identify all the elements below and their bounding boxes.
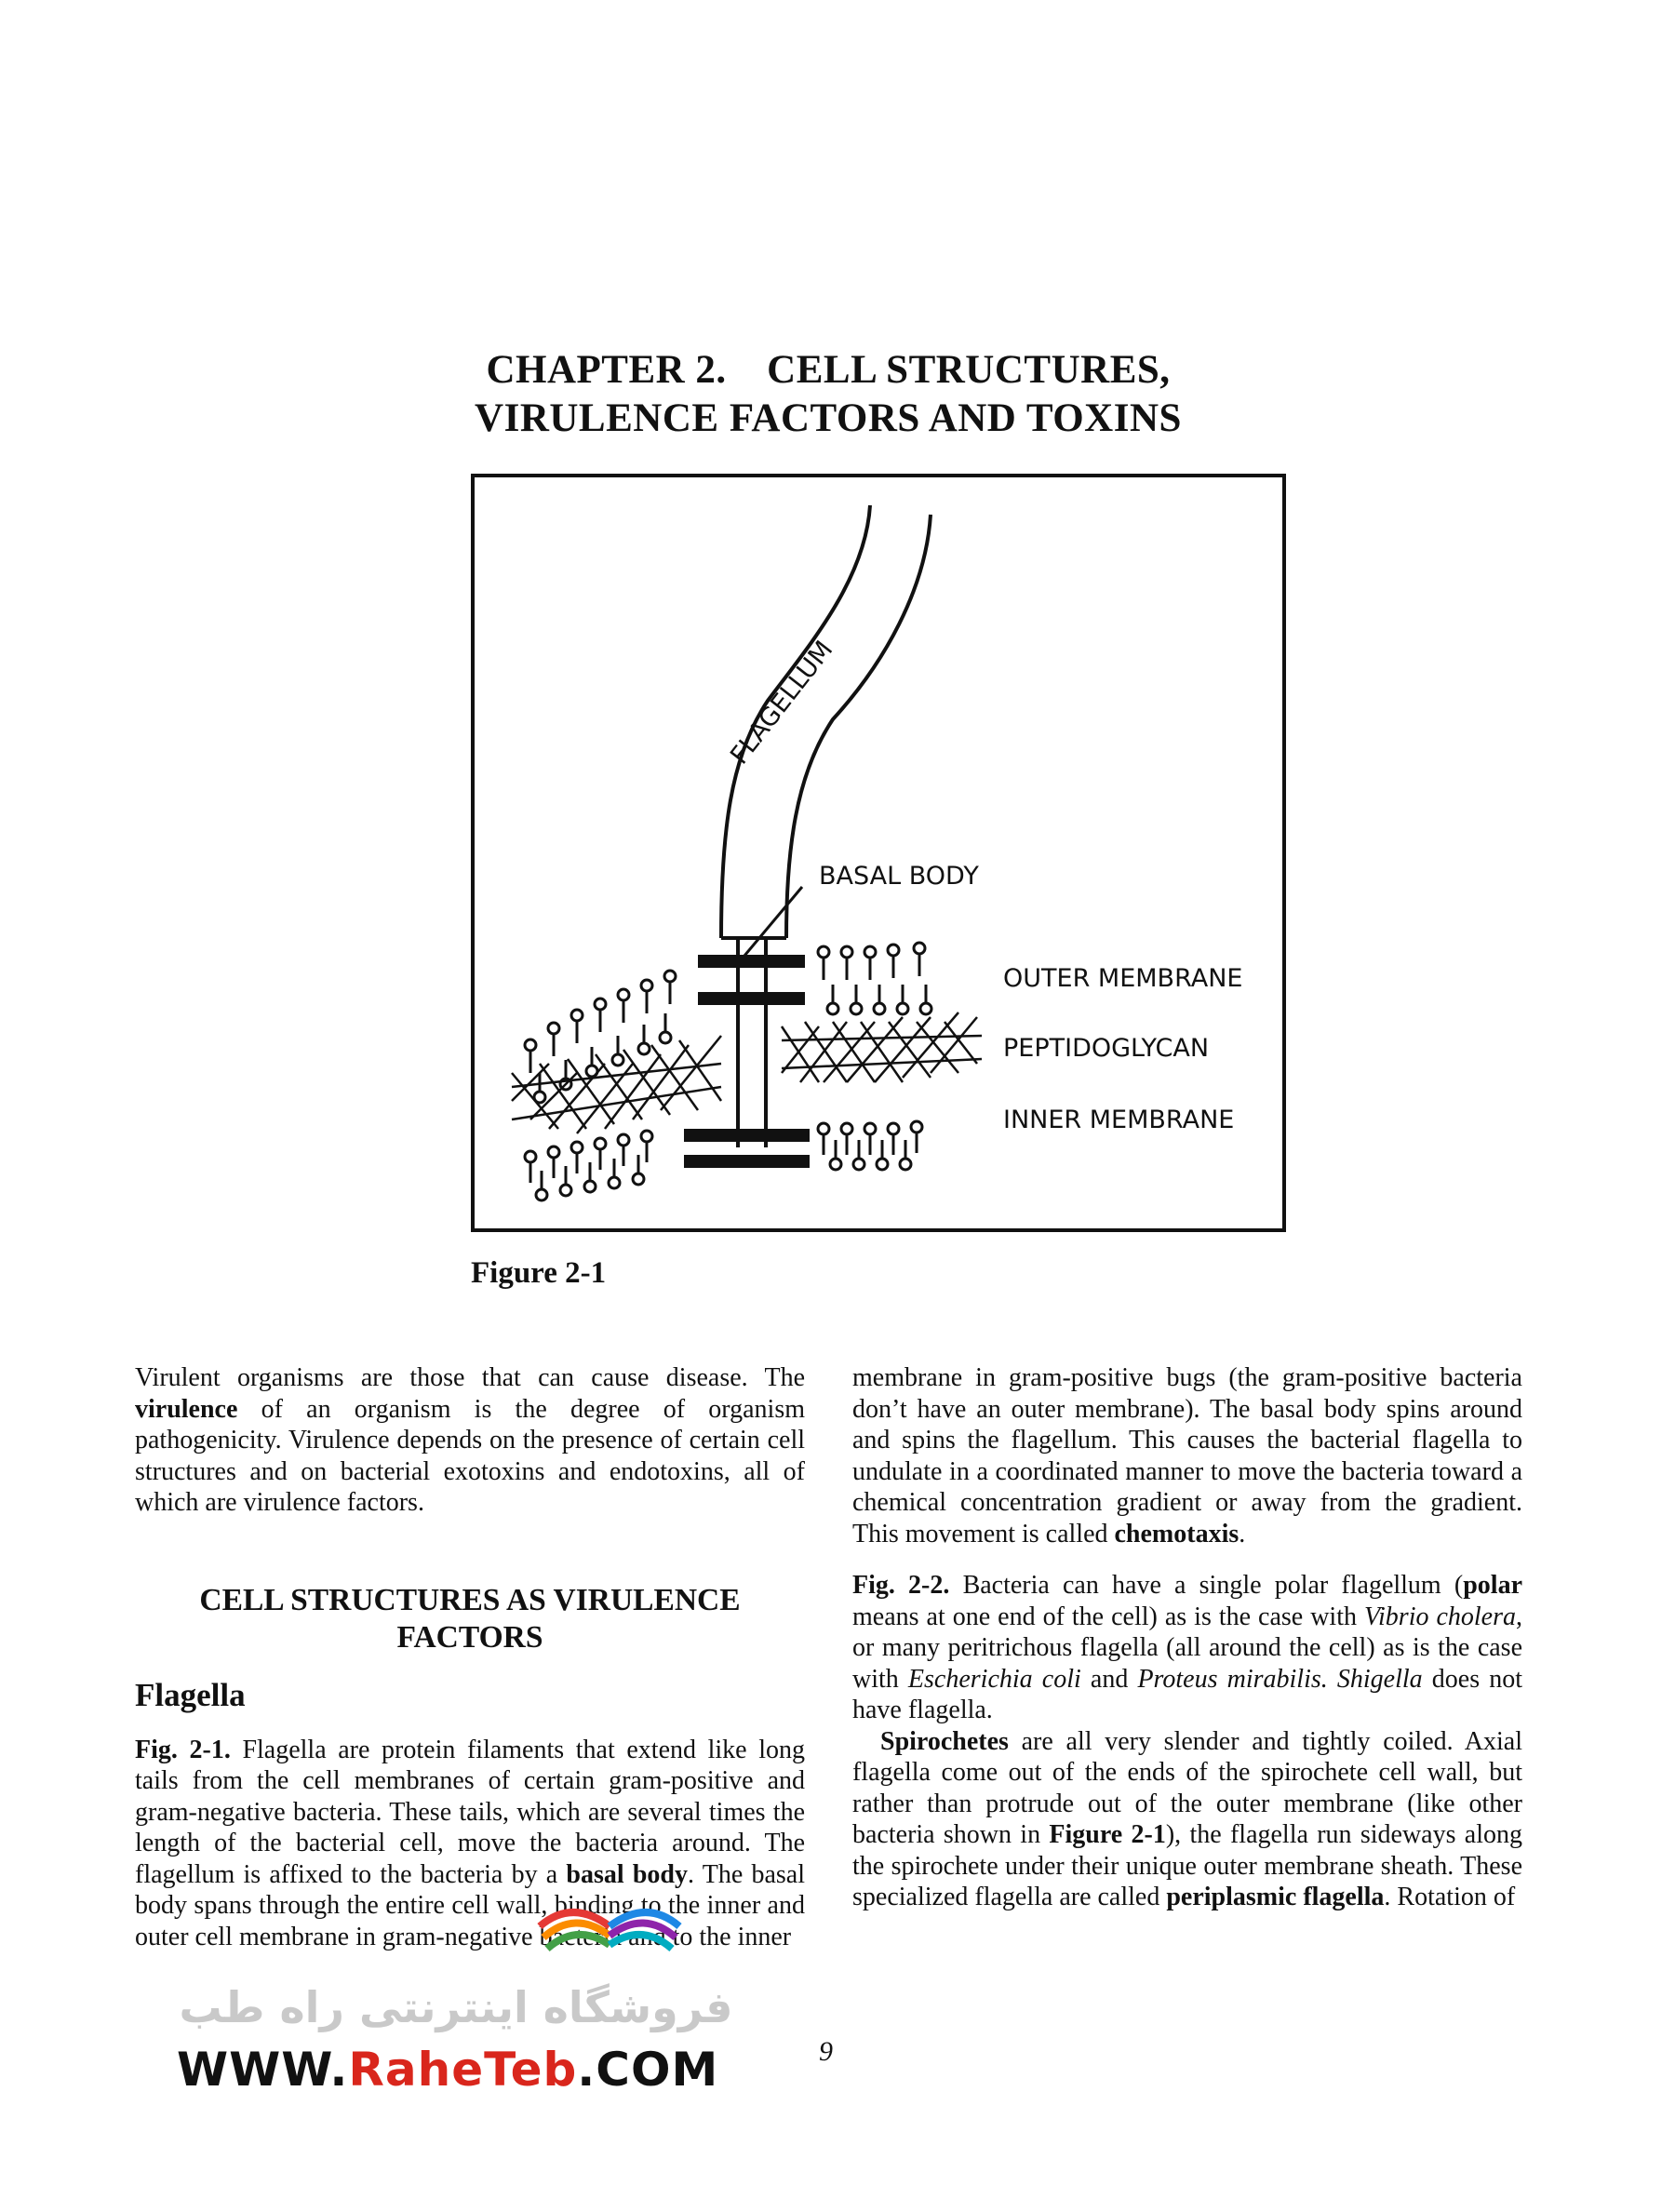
basal-body-pointer xyxy=(740,887,802,961)
chemotaxis-paragraph: membrane in gram-positive bugs (the gram-positive bacteria don’t have an outer membrane). The basal body spins around and spins the flagellum. This causes the bacterial flagella to undulate in a coordinated manner to move the bacteria toward a chemical concentration gradient or away from the gradient. This movement is called chemotaxis. xyxy=(852,1363,1522,1548)
subheading-flagella: Flagella xyxy=(135,1676,246,1713)
intro-paragraph: Virulent organisms are those that can cause disease. The virulence of an organism is the degree of organism pathogenicity. Virulence depends on the presence of certain cell structures and on bacterial exotoxins and endotoxins, all of which are virulence factors. xyxy=(135,1363,805,1517)
figure-2-1-diagram xyxy=(471,474,1286,1232)
left-column xyxy=(135,1362,805,1952)
label-outer-membrane: OUTER MEMBRANE xyxy=(1003,964,1243,993)
chapter-title xyxy=(316,346,1340,443)
basal-body xyxy=(684,938,810,1168)
label-inner-membrane: INNER MEMBRANE xyxy=(1003,1106,1235,1134)
raheteb-watermark xyxy=(177,1870,735,2112)
label-basal-body: BASAL BODY xyxy=(819,862,979,891)
book-logo-icon xyxy=(530,1870,689,1973)
watermark-persian-text: فروشگاه اینترنتی راه طب xyxy=(179,1982,733,2032)
chapter-title-line2: VIRULENCE FACTORS AND TOXINS xyxy=(475,396,1182,440)
right-column xyxy=(852,1362,1522,1913)
chapter-title-line1: CHAPTER 2. CELL STRUCTURES, xyxy=(486,348,1171,392)
peptidoglycan-mesh xyxy=(512,1012,982,1133)
spirochetes-paragraph: Spirochetes are all very slender and tightly coiled. Axial flagella come out of the ends of the spirochete cell wall, but rather than protrude out of the outer membrane (like other bacteria shown in Figure 2-1), the flagella run sideways along the spirochete under their unique outer membrane sheath. These specialized flagella are called periplasmic flagella. Rotation of xyxy=(852,1726,1523,1911)
flagellum-diagram-svg xyxy=(475,477,1282,1228)
label-peptidoglycan: PEPTIDOGLYCAN xyxy=(1003,1034,1210,1063)
polar-flagellum-paragraph: Fig. 2-2. Bacteria can have a single polar flagellum (polar means at one end of the cell) as is the case with Vibrio cholera, or many peritrichous flagella (all around the cell) as is the case with Escherichia coli and Proteus mirabilis. Shigella does not have flagella. xyxy=(852,1571,1523,1724)
figure-caption: Figure 2-1 xyxy=(471,1256,607,1290)
section-heading: CELL STRUCTURES AS VIRULENCE FACTORS xyxy=(199,1582,741,1655)
page-number: 9 xyxy=(819,2036,833,2067)
flagella-paragraph: Fig. 2-1. Flagella are protein filaments that extend like long tails from the cell membranes of certain gram-positive and gram-negative bacteria. These tails, which are several times the length of the bacterial cell, move the bacteria around. The flagellum is affixed to the bacteria by a basal body. The basal body spans through the entire cell wall, binding to the inner and outer cell membrane in gram-negative bacteria and to the inner xyxy=(135,1735,805,1951)
watermark-url: WWW.RaheTeb.COM xyxy=(177,2043,719,2097)
label-flagellum: FLAGELLUM xyxy=(725,635,839,771)
